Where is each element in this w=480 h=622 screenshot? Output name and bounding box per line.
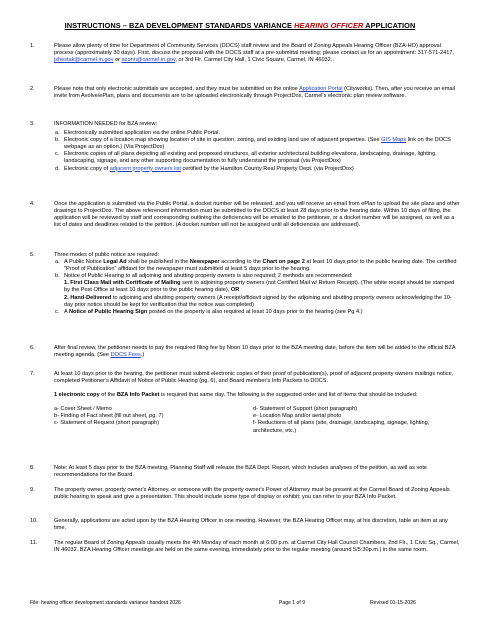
list-item: d- Statement of Support (short paragraph) [252, 406, 358, 413]
item-text: After final review, the petitioner needs to pay the required filing fee by Noon 10 days prior to the BZA meeting date, before the item will be added to the official BZA meeting agenda. (See [54, 345, 456, 359]
item-heading: INFORMATION NEEDED for BZA review: [54, 121, 158, 127]
list-item: f- Reductions of all plans (site, drainage, landscaping, signage, lighting, architecture, etc.) [252, 420, 430, 434]
legal-ad-label: Legal Ad [103, 259, 127, 266]
method-text: sent to adjoining property owners (not Certified Mail w/ Return Receipt). (The white receipt should be stamped by the Post Office at least 10 days prior to the public hearing date), [64, 280, 455, 294]
sub-item-d [54, 166, 460, 173]
sub-item-c [54, 151, 460, 165]
item-number: 9. [30, 487, 35, 493]
sub-item-b [54, 137, 460, 151]
instruction-item-11 [30, 540, 460, 554]
instruction-item-9 [30, 487, 460, 501]
method-title: 2. Hand-Delivered [64, 294, 112, 301]
item-text: , or 3rd Flr. Carmel City Hall, 1 Civic Square, Carmel, IN 46032.. [175, 57, 334, 64]
method-2 [64, 295, 460, 309]
method-text: to adjoining and abutting property owners (A receipt/affidavit signed by the adjoining and abutting property owners acknowledging the 10-day prior notice should be kept for verification that the notice was completed) [64, 294, 452, 308]
sub-label: c. [55, 308, 60, 315]
sub-label: c. [55, 151, 60, 158]
sub-label: a. [55, 259, 60, 266]
item-text: Please note that only electronic submittals are accepted, and they must be submitted on the online [54, 86, 300, 92]
footer-revised-date: Revised 01-15-2026 [370, 600, 416, 606]
footer-filename: File: hearing officer development standards variance handout 2026 [30, 600, 181, 606]
sub-label: a. [55, 130, 60, 137]
sub-text: at least 10 days prior to the public hearing date. The certified "Proof of Publication" affidavit for the newspaper must submitted at least 5 days prior to the hearing. [64, 259, 457, 273]
instruction-item-4 [30, 201, 460, 229]
instruction-item-1 [30, 43, 460, 64]
item-number: 5. [30, 252, 35, 258]
instruction-item-8 [30, 465, 460, 479]
instruction-item-5 [30, 252, 460, 316]
item-number: 4. [30, 201, 35, 207]
application-portal-link[interactable]: Application Portal [299, 86, 343, 92]
item-text: Please allow plenty of time for Department of Community Services (DOCS) staff review and the Board of Zoning Appeals Hearing Officer (BZA-HO) approval process (approximately 30 days). First, discuss the proposal with the DOCS staff at a pre-submittal meeting; please contact us for an appointment: 317-571-2417, [54, 43, 455, 57]
item-text: At least 10 days prior to the hearing, the petitioner must submit electronic copies of their proof of publication(s), proof of adjacent property owners mailings notice, completed Petitioner's Affidavit of Notice of Public Hearing (pg. 6), and Board member's Info Packets to DOCS. [54, 371, 454, 385]
method-1 [64, 280, 460, 294]
item-number: 6. [30, 345, 35, 351]
item-heading: Three modes of public notice are required: [54, 252, 160, 258]
title-suffix: APPLICATION [363, 21, 416, 30]
item-number: 3. [30, 121, 35, 127]
item-text: The property owner, property owner's Attorney, or someone with the property owner's Power of Attorney must be present at the Carmel Board of Zoning Appeals public hearing to speak and give a presentation. This should include some type of display or exhibit; you can refer to your BZA Info Packet. [54, 487, 450, 501]
sub-text: Electronic copies of all plans depicting all existing and proposed structures, all exterior architectural building elevations, landscaping, drainage, lighting, landscaping, signage, and any other supporting documentation to fully understand the proposal (via ProjectDox) [64, 151, 437, 165]
sub-text: Notice of Public Hearing to all adjoining and abutting property owners is also required; 2 methods are recommended: [64, 273, 353, 280]
item-text: Once the application is submitted via the Public Portal, a docket number will be released, and you will receive an email from ePlan to upload the site plans and other drawings to ProjectDox. The above referenced information must be submitted to the DOCS at least 28 days prior to the hearing date. Within 10 days of filing, the application will be reviewed by staff and corresponding outlining the deficiencies will be emailed to the petitioner, or a docket number will be assigned, as well as a list of dates and deadlines related to the petition. (A docket number will not be assigned until all deficiencies are addressed). [54, 201, 460, 229]
list-item: e- Location Map and/or aerial photo [252, 413, 342, 420]
email-link-aconn[interactable]: aconn@carmel.in.gov [121, 57, 176, 64]
sub-text: according to the [219, 259, 263, 266]
item-number: 8. [30, 465, 35, 471]
item-text: The regular Board of Zoning Appeals usually meets the 4th Monday of each month at 6:00 p.m. at Carmel City Hall Council Chambers, 2nd Flr., 1 Civic Sq., Carmel, IN 46032. BZA Hearing Officer meetings are held on the same evening, immediately prior to the regular meeting (around 5/5:30p.m.) in the same room. [54, 540, 460, 554]
adjacent-owners-list-link[interactable]: adjacent property owners list [109, 165, 181, 172]
item-text: of the [99, 392, 117, 399]
instruction-item-2 [30, 86, 460, 100]
item-text: or [113, 57, 122, 64]
sub-text: certified by the Hamilton County Real Property Dept. (via ProjectDox) [180, 165, 354, 172]
sign-label: Notice of Public Hearing Sign [68, 308, 148, 315]
sub-text: A Public Notice [64, 259, 104, 266]
item-text: is required that same day. The following is the suggested order and list of items that should be included: [159, 392, 418, 399]
item-number: 11. [30, 540, 38, 546]
email-link-jshestak[interactable]: jshestak@carmel.in.gov [54, 57, 114, 64]
sub-text: link on the DOCS webpage as an option.) (Via ProjectDox) [64, 137, 451, 151]
info-packet-label: BZA Info Packet [116, 392, 160, 399]
sub-text: posted on the property is also required at least 10 days prior to the hearing (see Pg 4.) [147, 308, 363, 315]
list-item: c- Statement of Request (short paragraph) [54, 420, 160, 427]
sub-text: Electronic copy of a location map showing location of site in question, zoning, and existing land use of adjacent properties. (See [64, 137, 382, 144]
packet-items-list [54, 406, 460, 434]
sub-text: shall be published in the [126, 259, 190, 266]
item-number: 10. [30, 518, 38, 524]
item-text: (Cityworks). Then, after you receive an email invite from Avolve/ePlan, plans and documents are to be uploaded electronically through ProjectDox, Carmel's electronic plan review software. [54, 86, 456, 100]
title-hearing-officer: HEARING OFFICER [294, 21, 364, 30]
packet-items-right [253, 406, 452, 434]
method-title: 1. First Class Mail with Certificate of Mailing [64, 280, 181, 287]
gis-maps-link[interactable]: GIS Maps [381, 137, 407, 144]
docs-fees-link[interactable]: DOCS Fees [110, 352, 141, 359]
instruction-item-6 [30, 345, 460, 359]
instruction-item-3 [30, 121, 460, 173]
sub-item-b [54, 273, 460, 308]
instruction-item-7 [30, 371, 460, 435]
title-text: INSTRUCTIONS – BZA DEVELOPMENT STANDARDS VARIANCE [64, 21, 295, 30]
list-item: a- Cover Sheet / Memo [54, 406, 112, 413]
page-title [0, 21, 480, 30]
item-text: Note: At least 5 days prior to the BZA meeting, Planning Staff will release the BZA Dept. Report, which includes analyses of the petition, as well as vote recommendations for the Board. [54, 465, 428, 479]
sub-text: Electronically submitted application via the online Public Portal. [64, 130, 221, 137]
chart-reference: Chart on page 2 [262, 259, 305, 266]
item-number: 1. [30, 43, 35, 49]
sub-text: Electronic copy of [64, 165, 110, 172]
sub-item-c [54, 309, 460, 316]
or-label: OR [230, 287, 240, 294]
item-text: Generally, applications are acted upon by the BZA Hearing Officer in one meeting. However, the BZA Hearing Officer may, at his discretion, table an item at any time. [54, 518, 448, 532]
item-number: 2. [30, 86, 35, 92]
footer-page-number: Page 1 of 9 [279, 600, 306, 606]
sub-label: b. [55, 137, 60, 144]
sub-label: d. [55, 165, 60, 172]
info-packet-paragraph [54, 392, 460, 399]
sub-text: A [64, 308, 69, 315]
sub-label: b. [55, 273, 60, 280]
list-item: b- Finding of Fact sheet (fill out sheet, pg. 7) [54, 413, 164, 420]
sub-item-a [54, 259, 460, 273]
item-number: 7. [30, 371, 35, 377]
electronic-copy-label: 1 electronic copy [54, 392, 100, 399]
packet-items-left [54, 406, 253, 434]
instruction-item-10 [30, 518, 460, 532]
item-text: .) [140, 352, 145, 359]
sub-item-a [54, 130, 460, 137]
newspaper-label: Newspaper [189, 259, 220, 266]
